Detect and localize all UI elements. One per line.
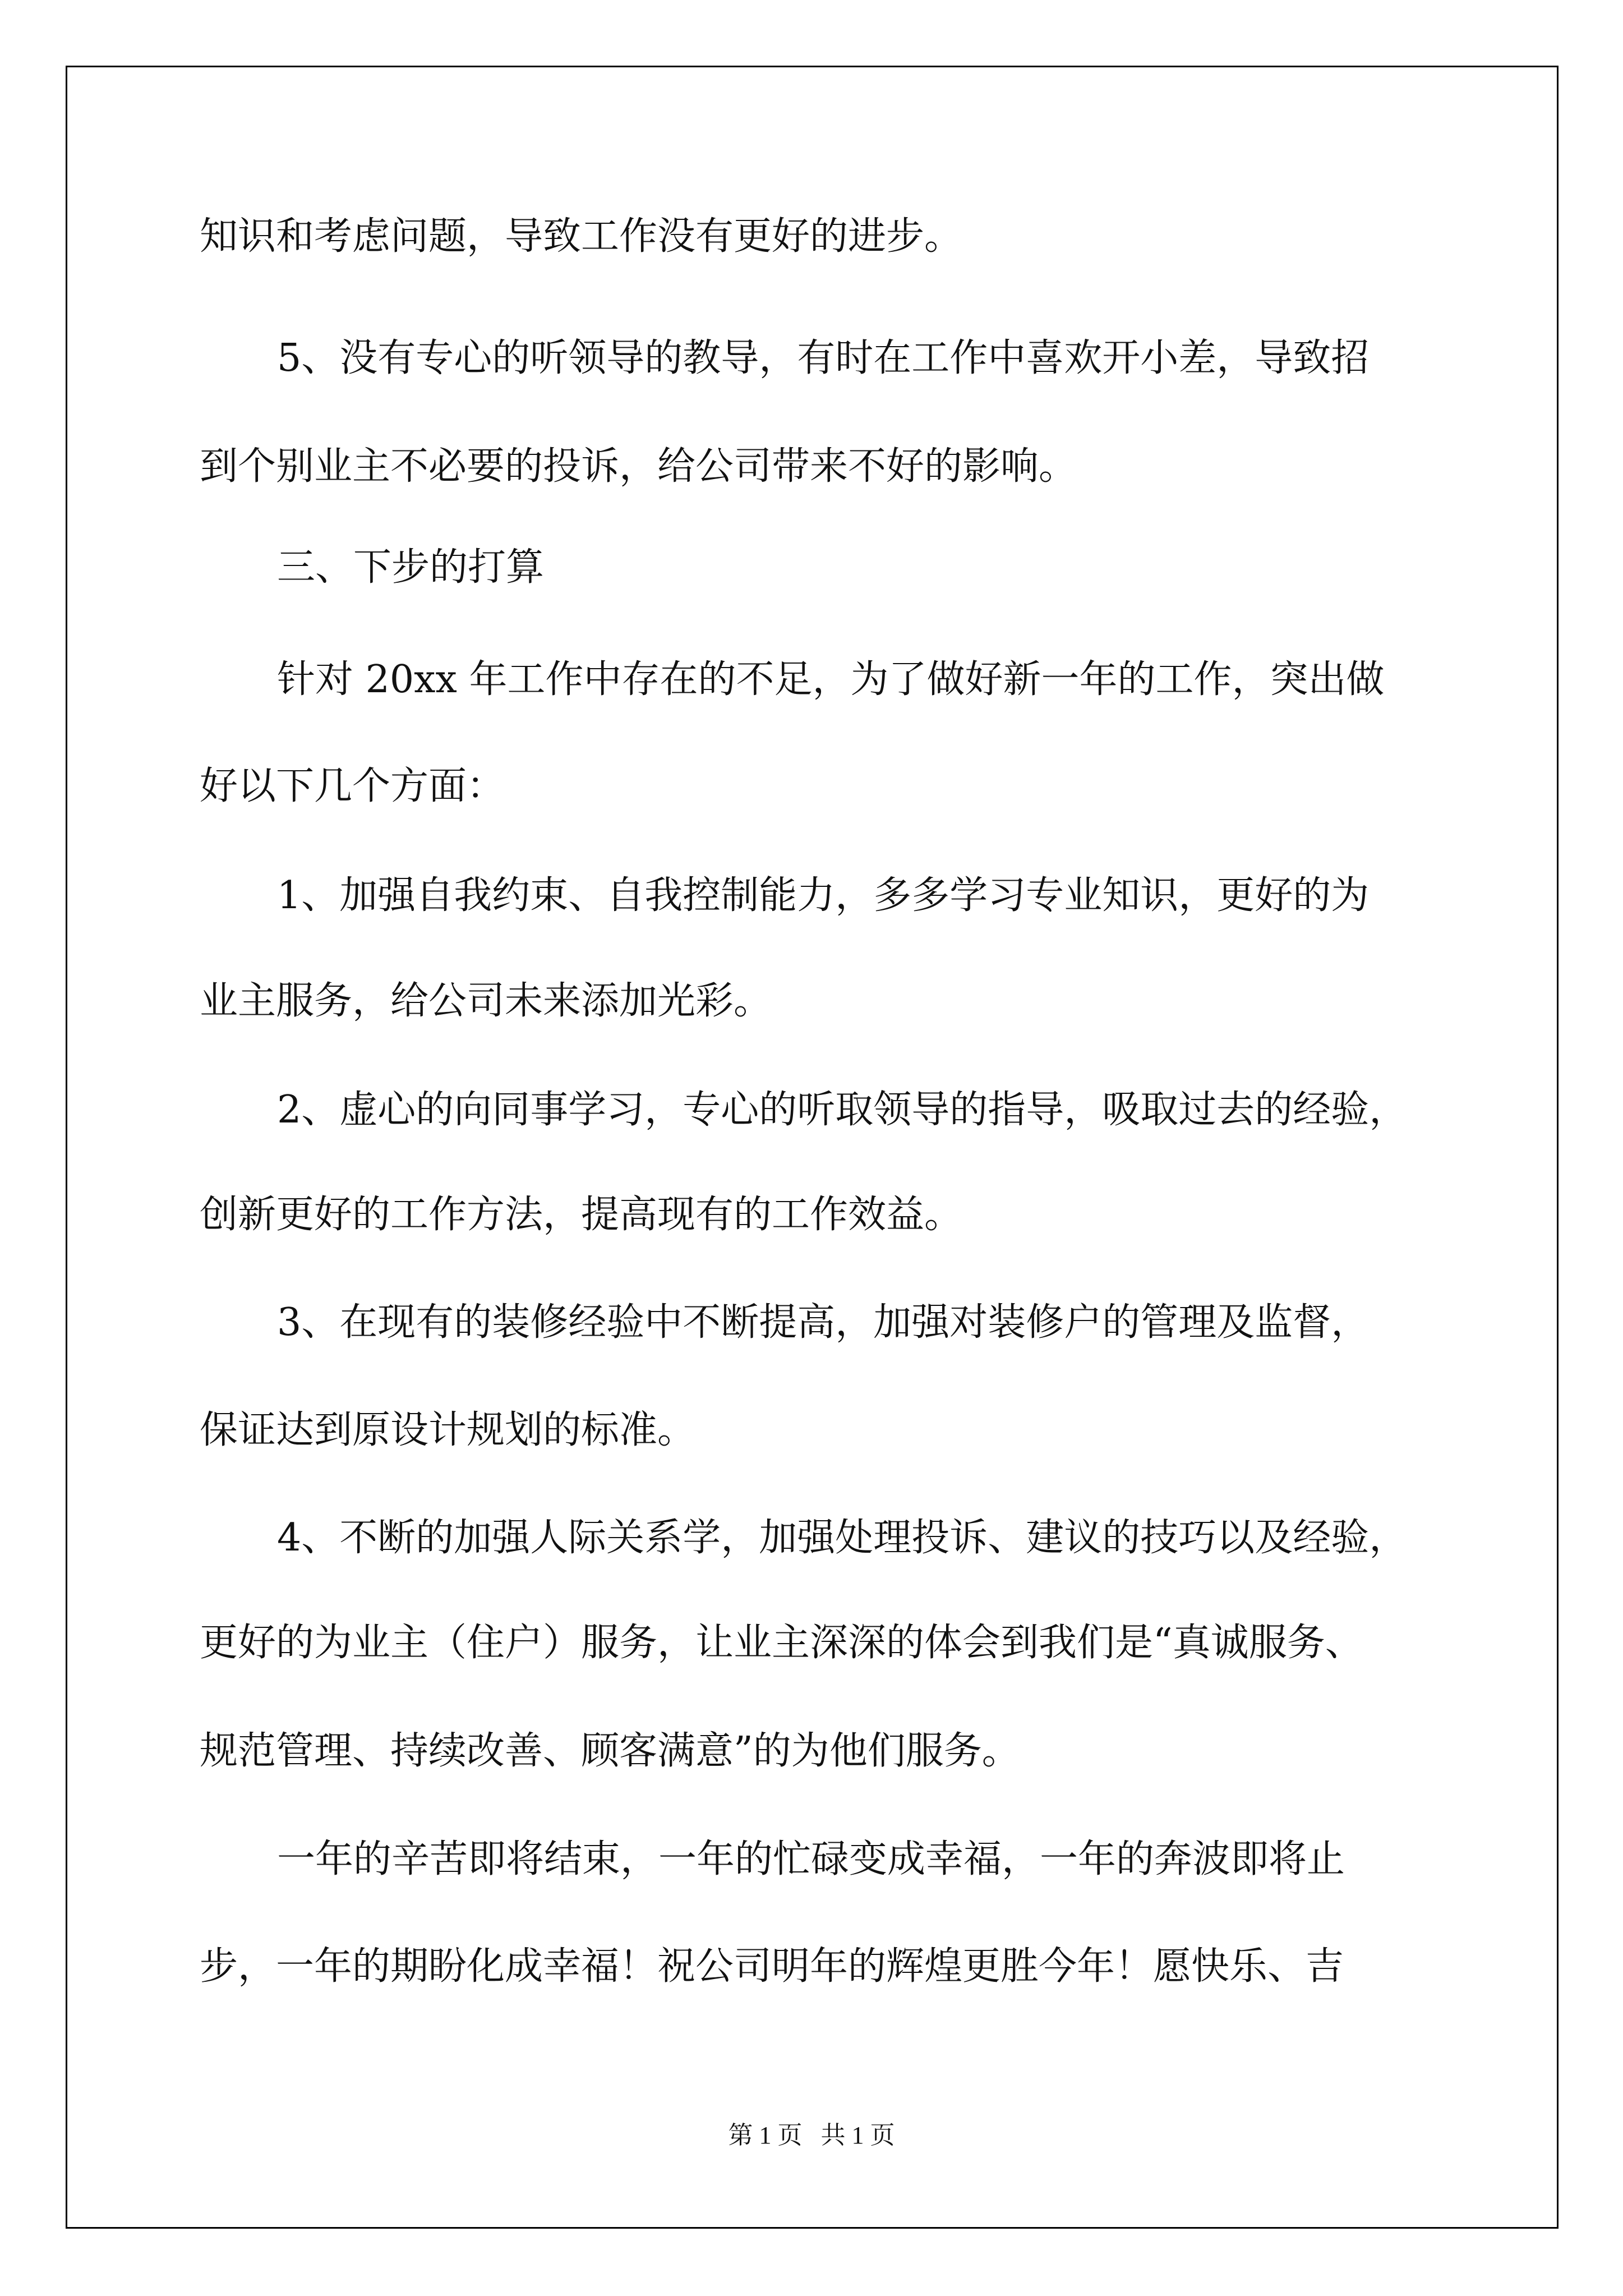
text-line: 业主服务，给公司未来添加光彩。 bbox=[200, 979, 772, 1023]
section-heading: 三、下步的打算 bbox=[277, 545, 545, 590]
text-line: 1、加强自我约束、自我控制能力，多多学习专业知识，更好的为 bbox=[277, 873, 1370, 918]
text-line: 2、虚心的向同事学习，专心的听取领导的指导，吸取过去的经验， bbox=[277, 1088, 1408, 1132]
text-line: 4、不断的加强人际关系学，加强处理投诉、建议的技巧以及经验， bbox=[277, 1516, 1408, 1560]
text-line: 步，一年的期盼化成幸福！祝公司明年的辉煌更胜今年！愿快乐、吉 bbox=[200, 1944, 1344, 1989]
text-line: 针对 20xx 年工作中存在的不足，为了做好新一年的工作，突出做 bbox=[277, 657, 1385, 702]
text-line: 好以下几个方面： bbox=[200, 764, 505, 808]
text-line: 创新更好的工作方法，提高现有的工作效益。 bbox=[200, 1193, 963, 1237]
text-line: 3、在现有的装修经验中不断提高，加强对装修户的管理及监督， bbox=[277, 1300, 1370, 1345]
page-border bbox=[66, 66, 1559, 2229]
text-line: 一年的辛苦即将结束，一年的忙碌变成幸福，一年的奔波即将止 bbox=[277, 1837, 1345, 1881]
text-line: 保证达到原设计规划的标准。 bbox=[200, 1408, 696, 1452]
text-line: 知识和考虑问题，导致工作没有更好的进步。 bbox=[200, 214, 963, 259]
text-line: 规范管理、持续改善、顾客满意”的为他们服务。 bbox=[200, 1729, 1020, 1773]
text-line: 更好的为业主（住户）服务，让业主深深的体会到我们是“真诚服务、 bbox=[200, 1621, 1363, 1665]
page-number-footer: 第 1 页 共 1 页 bbox=[728, 2122, 895, 2149]
text-line: 到个别业主不必要的投诉，给公司带来不好的影响。 bbox=[200, 444, 1077, 489]
text-line: 5、没有专心的听领导的教导，有时在工作中喜欢开小差，导致招 bbox=[277, 336, 1370, 380]
